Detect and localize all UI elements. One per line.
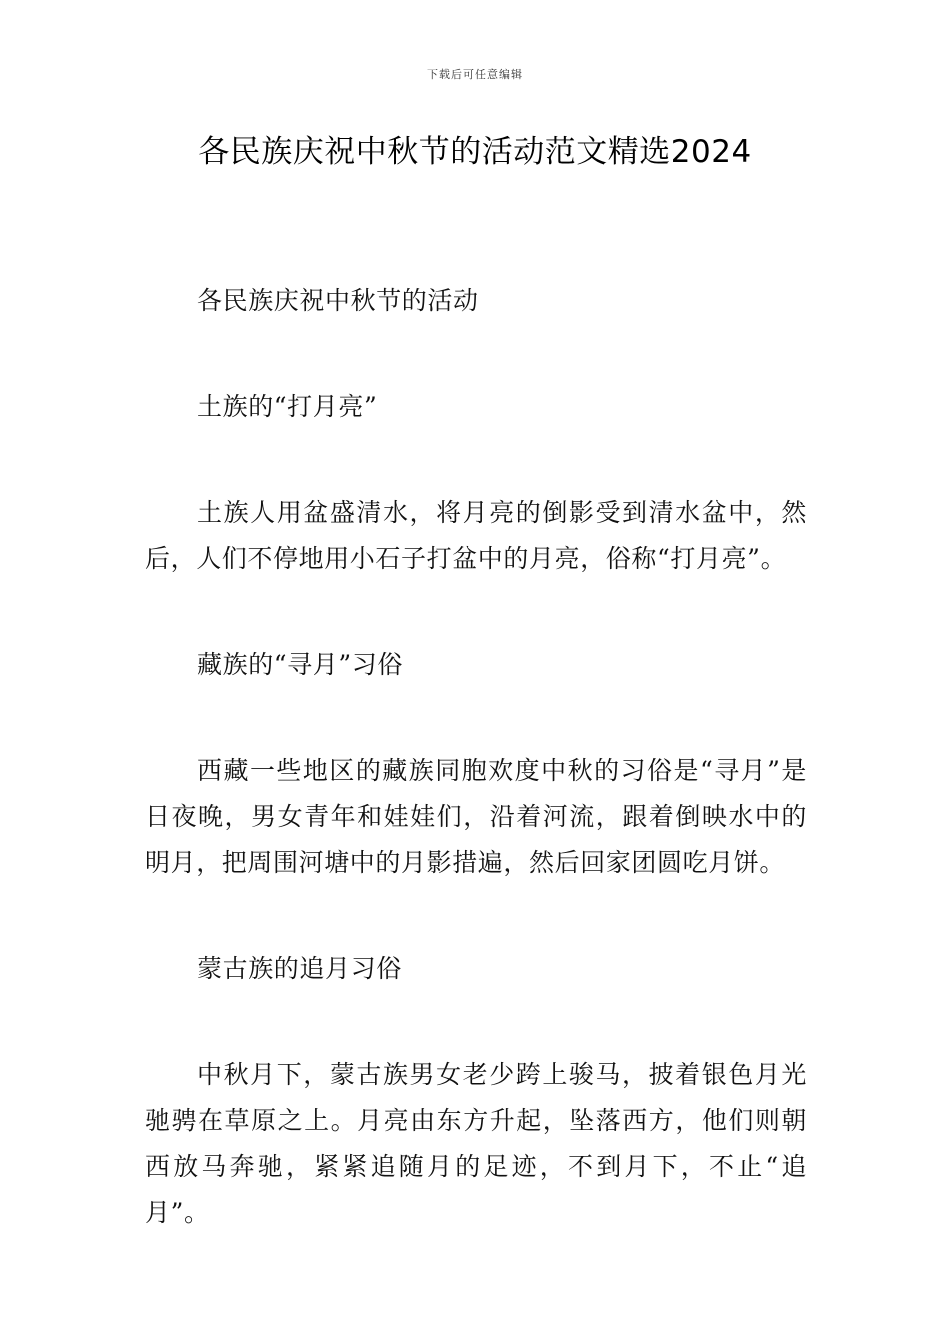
body-paragraph: 土族人用盆盛清水，将月亮的倒影受到清水盆中，然后，人们不停地用小石子打盆中的月亮，俗称“打月亮”。: [145, 498, 807, 573]
header-note: 下载后可任意编辑: [427, 68, 523, 81]
section-heading: 各民族庆祝中秋节的活动: [197, 286, 479, 315]
body-paragraph: 西藏一些地区的藏族同胞欢度中秋的习俗是“寻月”是日夜晚，男女青年和娃娃们，沿着河流，跟着倒映水中的明月，把周围河塘中的月影措遍，然后回家团圆吃月饼。: [145, 756, 807, 877]
body-paragraph: 中秋月下，蒙古族男女老少跨上骏马，披着银色月光驰骋在草原之上。月亮由东方升起，坠落西方，他们则朝西放马奔驰，紧紧追随月的足迹，不到月下，不止“追月”。: [145, 1060, 807, 1227]
document-title: 各民族庆祝中秋节的活动范文精选2024: [198, 134, 752, 170]
section-heading: 藏族的“寻月”习俗: [197, 650, 403, 679]
section-heading: 蒙古族的追月习俗: [197, 954, 402, 983]
document-body: [145, 278, 807, 1236]
section-heading: 土族的“打月亮”: [197, 392, 378, 421]
